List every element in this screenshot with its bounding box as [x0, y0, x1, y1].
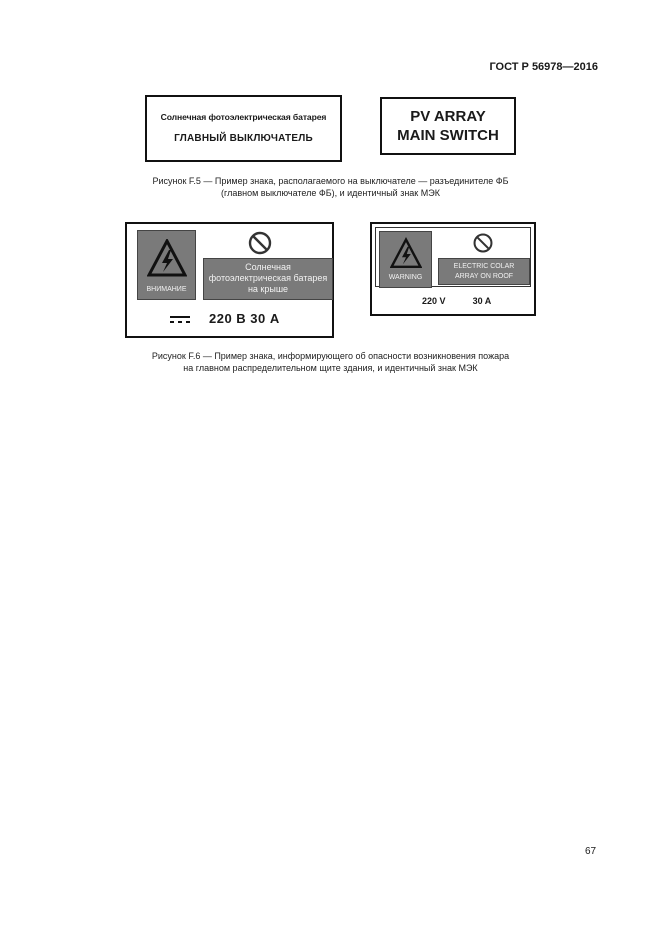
sign-pv-main-switch-en: [380, 97, 516, 155]
warning-panel: [137, 230, 196, 300]
sign-fire-hazard-en: [370, 222, 536, 316]
document-header: ГОСТ Р 56978—2016: [489, 61, 598, 73]
voltage-current-rating: 220 В 30 А: [209, 311, 280, 326]
panel-text-line1: Солнечная: [245, 262, 291, 272]
sign-top-section: [375, 227, 531, 287]
sign-ru5-line1: Солнечная фотоэлектрическая батарея: [160, 112, 327, 122]
high-voltage-warning-icon: [390, 237, 422, 271]
figure-f5-caption: [60, 175, 601, 199]
warning-panel: [379, 231, 432, 288]
warning-label: ВНИМАНИЕ: [146, 286, 187, 293]
panel-text-line3: на крыше: [247, 284, 289, 294]
figure-f5-caption-line1: Рисунок F.5 — Пример знака, располагаемого на выключателе — разъединителе ФБ: [152, 176, 509, 186]
voltage-value: 220 V: [422, 296, 446, 306]
voltage-current-rating: [422, 296, 491, 306]
sign-ru5-line2: ГЛАВНЫЙ ВЫКЛЮЧАТЕЛЬ: [174, 133, 313, 144]
figure-f5-caption-line2: (главном выключателе ФБ), и идентичный знак МЭК: [221, 188, 440, 198]
direct-current-icon: [169, 314, 191, 324]
prohibition-icon: [472, 232, 494, 254]
panel-text-line2: ARRAY ON ROOF: [454, 273, 514, 280]
sign-fire-hazard-ru: [125, 222, 334, 338]
high-voltage-warning-icon: [147, 239, 187, 279]
sign-pv-main-switch-ru: [145, 95, 342, 162]
pv-array-on-roof-panel: [203, 258, 333, 300]
warning-label: WARNING: [388, 274, 423, 281]
figure-f6-caption-line2: на главном распределительном щите здания, и идентичный знак МЭК: [183, 363, 478, 373]
page-number: 67: [585, 846, 597, 857]
sign-en5-line1: PV ARRAY: [410, 108, 486, 125]
figure-f6-caption: [60, 350, 601, 374]
current-value: 30 A: [472, 296, 492, 306]
prohibition-icon: [247, 230, 273, 256]
figure-f6-caption-line1: Рисунок F.6 — Пример знака, информирующего об опасности возникновения пожара: [151, 351, 510, 361]
sign-en5-line2: MAIN SWITCH: [397, 127, 499, 144]
panel-text-line1: ELECTRIC COLAR: [453, 263, 515, 270]
panel-text-line2: фотоэлектрическая батарея: [208, 273, 328, 283]
pv-array-on-roof-panel: [438, 258, 530, 285]
